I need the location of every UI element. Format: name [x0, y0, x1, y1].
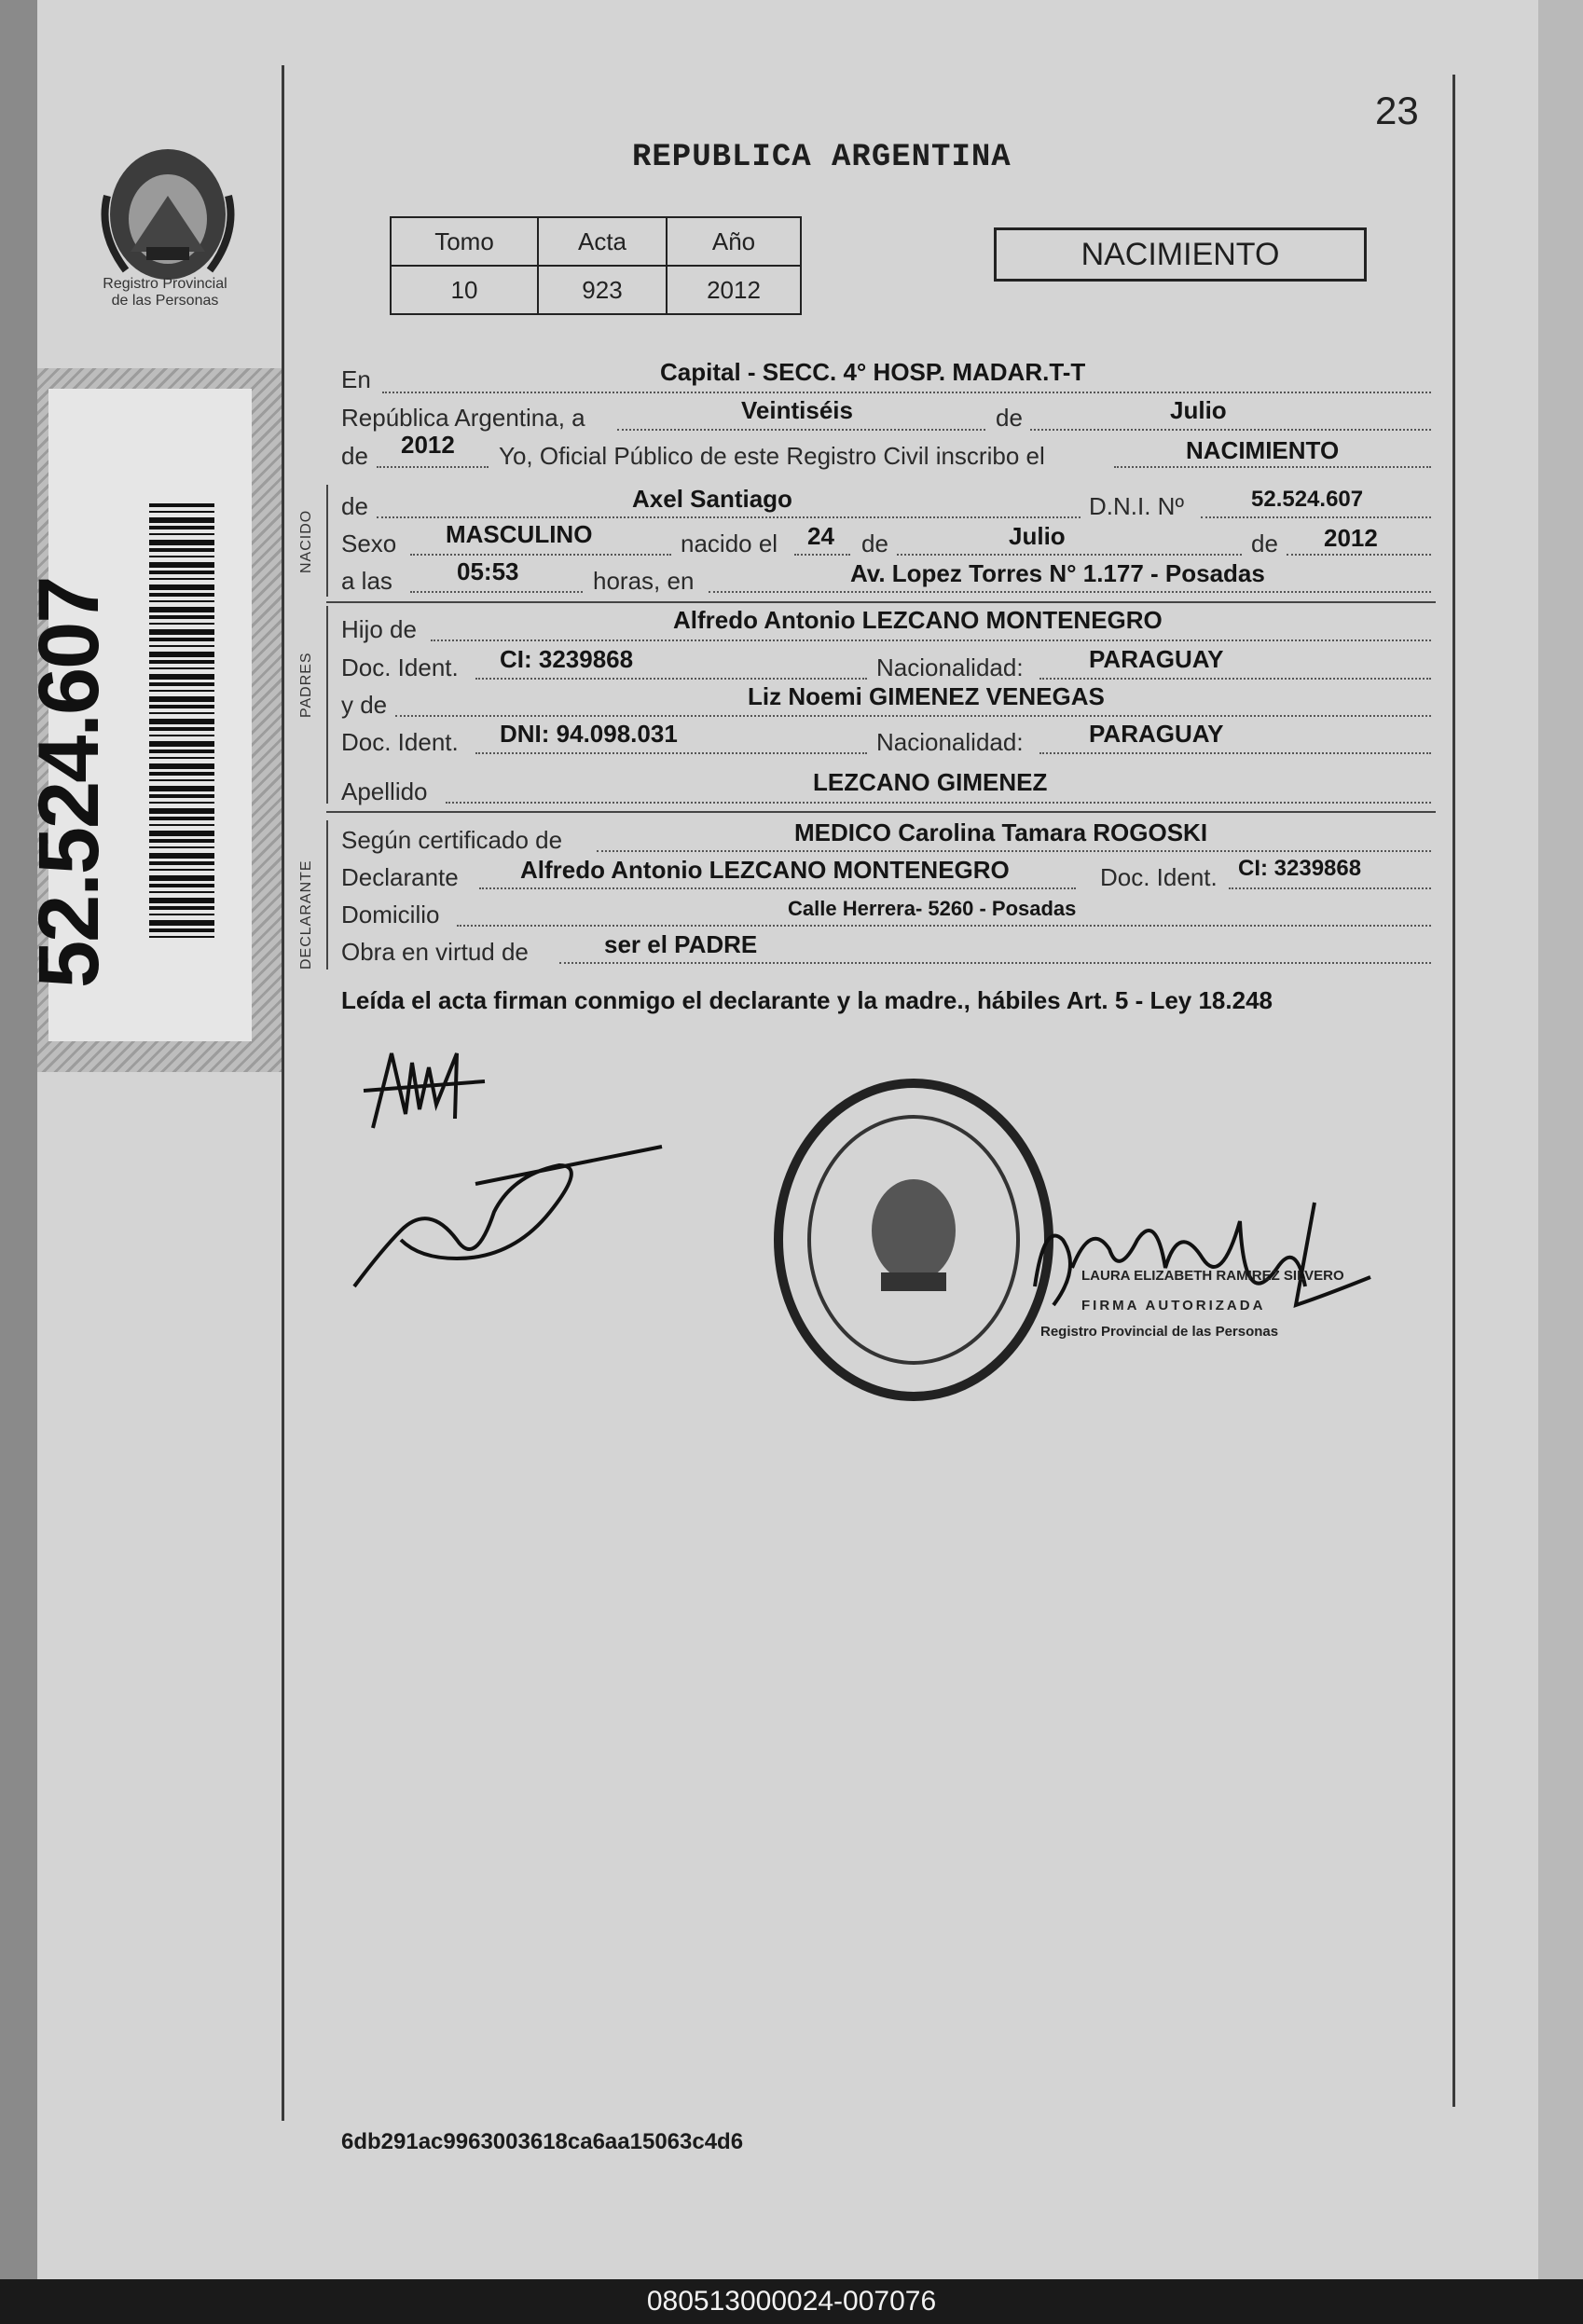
signature-officer	[1016, 1184, 1389, 1342]
declarante-bracket	[326, 820, 328, 969]
section-label-padres: PADRES	[298, 652, 314, 718]
en-label: En	[341, 365, 371, 393]
birth-day: 24	[807, 522, 834, 550]
inscribo-text: Yo, Oficial Público de este Registro Civil inscribo el	[499, 442, 1045, 470]
doc-label: Doc. Ident.	[341, 653, 459, 681]
sexo-label: Sexo	[341, 529, 397, 557]
mother-value: Liz Noemi GIMENEZ VENEGAS	[748, 682, 1105, 710]
separator-after-apellido	[326, 811, 1436, 813]
footer-code: 080513000024-007076	[0, 2279, 1583, 2324]
day-dotted-line	[617, 429, 985, 431]
domicilio-dotted-line	[457, 925, 1431, 927]
father-value: Alfredo Antonio LEZCANO MONTENEGRO	[673, 606, 1163, 634]
logo-caption-line1: Registro Provincial	[103, 276, 227, 292]
segun-value: MEDICO Carolina Tamara ROGOSKI	[794, 818, 1208, 846]
en-value: Capital - SECC. 4° HOSP. MADAR.T-T	[660, 358, 1086, 386]
apellido-dotted-line	[446, 802, 1431, 804]
name-dotted-line	[377, 516, 1081, 518]
reference-table	[390, 216, 802, 315]
page-number: 23	[1375, 89, 1419, 132]
record-type-box: NACIMIENTO	[994, 227, 1367, 282]
declarante-doc: CI: 3239868	[1238, 856, 1362, 881]
birth-month: Julio	[1009, 522, 1066, 550]
mother-nat-dotted-line	[1039, 752, 1431, 754]
hijo-label: Hijo de	[341, 615, 417, 643]
de3-label: de	[341, 492, 368, 520]
left-margin-rule	[282, 65, 284, 2121]
document-hash: 6db291ac9963003618ca6aa15063c4d6	[341, 2129, 744, 2154]
section-label-nacido: NACIDO	[298, 509, 314, 573]
declarante-value: Alfredo Antonio LEZCANO MONTENEGRO	[520, 856, 1010, 884]
sticker-barcode	[149, 503, 214, 942]
day-words: Veintiséis	[741, 396, 853, 424]
inscribo-value: NACIMIENTO	[1186, 436, 1340, 464]
year-dotted-line	[377, 466, 489, 468]
declarante-label: Declarante	[341, 863, 459, 891]
birth-year-dotted-line	[1287, 554, 1431, 556]
de5-label: de	[1251, 529, 1278, 557]
document-title: REPUBLICA ARGENTINA	[632, 140, 1012, 175]
place-value: Av. Lopez Torres N° 1.177 - Posadas	[850, 559, 1265, 587]
nac-label: Nacionalidad:	[876, 653, 1024, 681]
horas-label: horas, en	[593, 567, 695, 595]
value-tomo: 10	[391, 266, 538, 314]
obra-value: ser el PADRE	[604, 930, 758, 958]
father-doc-dotted-line	[475, 678, 867, 680]
nac2-label: Nacionalidad:	[876, 728, 1024, 756]
doc2-label: Doc. Ident.	[341, 728, 459, 756]
domicilio-value: Calle Herrera- 5260 - Posadas	[788, 897, 1077, 920]
birth-month-dotted-line	[897, 554, 1242, 556]
value-acta: 923	[538, 266, 667, 314]
logo-caption-line2: de las Personas	[111, 293, 219, 309]
closing-statement: Leída el acta firman conmigo el declarante y la madre., hábiles Art. 5 - Ley 18.248	[341, 986, 1273, 1014]
segun-dotted-line	[597, 850, 1431, 852]
apellido-value: LEZCANO GIMENEZ	[813, 768, 1048, 796]
domicilio-label: Domicilio	[341, 901, 440, 928]
obra-dotted-line	[559, 962, 1431, 964]
father-nat: PARAGUAY	[1089, 645, 1224, 673]
dni-value: 52.524.607	[1251, 487, 1364, 512]
father-nat-dotted-line	[1039, 678, 1431, 680]
value-ano: 2012	[667, 266, 801, 314]
en-dotted-line	[382, 392, 1431, 393]
binding-spine	[0, 0, 37, 2279]
signature-declarante	[354, 1025, 494, 1137]
republica-label: República Argentina, a	[341, 404, 585, 432]
dni-dotted-line	[1201, 516, 1431, 518]
mother-doc: DNI: 94.098.031	[500, 720, 678, 748]
month-value: Julio	[1170, 396, 1227, 424]
inscribo-dotted-line	[1114, 466, 1431, 468]
de4-label: de	[861, 529, 888, 557]
birth-year: 2012	[1324, 524, 1378, 552]
segun-label: Según certificado de	[341, 826, 563, 854]
nacido-label: nacido el	[681, 529, 778, 557]
reference-table-header-row	[391, 217, 801, 266]
padres-bracket	[326, 606, 328, 804]
page-edge	[1538, 0, 1583, 2279]
header-tomo: Tomo	[391, 217, 538, 266]
logo-caption	[76, 276, 254, 309]
declarante-doc-dotted-line	[1229, 887, 1431, 889]
sticker-id-number: 52.524.607	[21, 577, 117, 988]
yde-label: y de	[341, 691, 388, 719]
name-value: Axel Santiago	[632, 485, 792, 513]
mother-doc-dotted-line	[475, 752, 867, 754]
sexo-value: MASCULINO	[446, 520, 593, 548]
reference-table-value-row	[391, 266, 801, 314]
nacido-bracket	[326, 485, 328, 597]
obra-label: Obra en virtud de	[341, 938, 529, 966]
section-label-declarante: DECLARANTE	[298, 859, 314, 969]
birth-day-dotted-line	[794, 554, 850, 556]
header-ano: Año	[667, 217, 801, 266]
right-margin-rule	[1452, 75, 1455, 2107]
father-doc: CI: 3239868	[500, 645, 634, 673]
dni-label: D.N.I. Nº	[1089, 492, 1184, 520]
signature-madre	[345, 1128, 671, 1296]
time-value: 05:53	[457, 557, 519, 585]
mother-nat: PARAGUAY	[1089, 720, 1224, 748]
place-dotted-line	[709, 591, 1431, 593]
time-dotted-line	[410, 591, 583, 593]
officer-name: LAURA ELIZABETH RAMIREZ SILVERO	[1081, 1268, 1344, 1284]
father-dotted-line	[431, 639, 1431, 641]
de2-label: de	[341, 442, 368, 470]
declarante-dotted-line	[479, 887, 1076, 889]
year-value: 2012	[401, 431, 455, 459]
header-acta: Acta	[538, 217, 667, 266]
separator-after-nacido	[326, 601, 1436, 603]
sexo-dotted-line	[410, 554, 671, 556]
de-label: de	[996, 404, 1023, 432]
month-dotted-line	[1030, 429, 1431, 431]
mother-dotted-line	[395, 715, 1431, 717]
apellido-label: Apellido	[341, 777, 428, 805]
doc3-label: Doc. Ident.	[1100, 863, 1218, 891]
officer-org: Registro Provincial de las Personas	[1040, 1324, 1279, 1340]
alas-label: a las	[341, 567, 392, 595]
officer-title: FIRMA AUTORIZADA	[1081, 1298, 1266, 1313]
